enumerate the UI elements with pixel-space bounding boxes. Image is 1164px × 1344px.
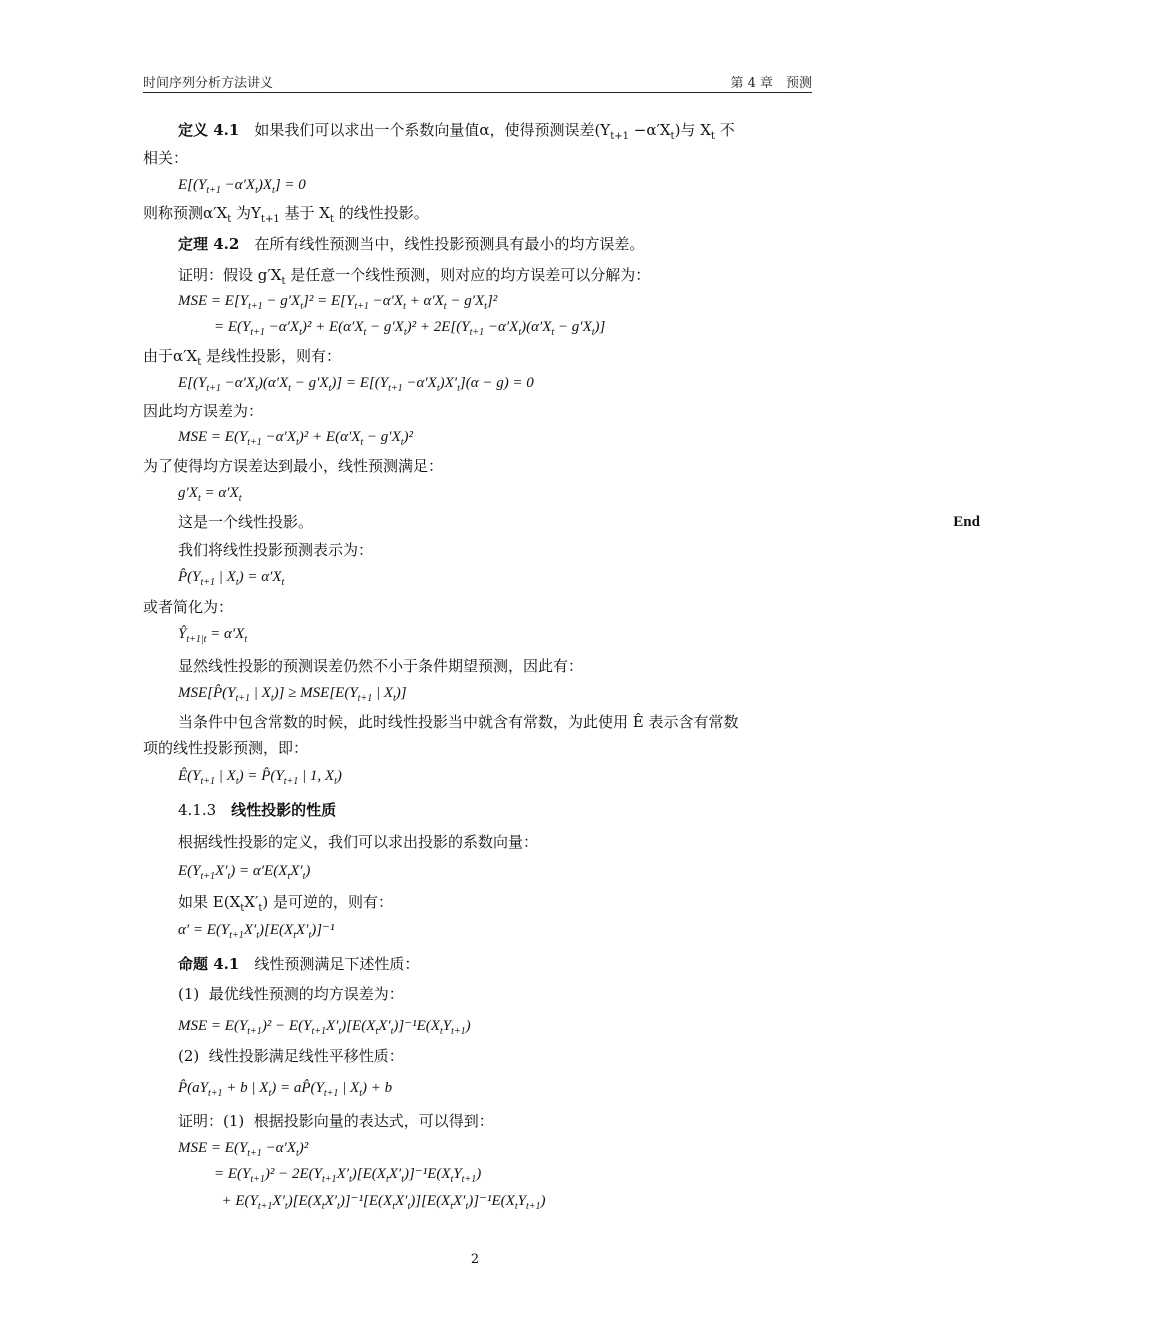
text-run: )² + E(α′X [298, 429, 361, 445]
subscript: t+1 [206, 185, 221, 196]
subscript: t [302, 871, 306, 882]
text-run: 这是一个线性投影。 [178, 513, 314, 531]
text-run: −α′X [261, 429, 297, 445]
text-run: 证明：(1) 根据投影向量的表达式，可以得到： [178, 1112, 494, 1130]
text-run: MSE[P̂(Y [178, 685, 236, 701]
text-line [0, 262, 1128, 288]
text-run: ) = α′X [238, 569, 282, 585]
header-rule [143, 92, 812, 93]
subscript: t [484, 301, 487, 312]
subscript: t [268, 1088, 272, 1099]
text-run: −α′X [261, 1140, 297, 1156]
subscript: t+1 [247, 1148, 262, 1159]
text-run: )]⁻¹ [311, 922, 335, 938]
text-run: 是任意一个线性预测，则对应的均方误差可以分解为： [285, 266, 651, 284]
text-run: X′ [215, 863, 228, 879]
equation-line [0, 1188, 1164, 1214]
text-run: − g′X [554, 319, 592, 335]
subscript: t [300, 301, 304, 312]
text-run: ) [476, 1166, 482, 1182]
subscript: t [244, 634, 248, 645]
text-run: 是线性投影，则有： [201, 347, 342, 365]
subscript: t+1 [206, 383, 221, 394]
subscript: t [255, 185, 258, 196]
equation-line [0, 917, 1128, 943]
subscript: t [308, 930, 312, 941]
subscript: t [450, 1201, 454, 1212]
subscript: t [235, 577, 239, 588]
subscript: t+1 [525, 1201, 541, 1212]
text-run: )[E(X [341, 1018, 376, 1034]
text-run: )] [594, 319, 606, 335]
text-run: + α′X [405, 293, 444, 309]
text-run: | X [215, 569, 236, 585]
text-run: Y [517, 1193, 526, 1209]
subscript: t+1 [200, 577, 216, 588]
text-line [0, 709, 1128, 735]
text-run: )][E(X [410, 1193, 451, 1209]
equation-line [0, 680, 1128, 706]
text-run: )² + 2E[(Y [406, 319, 470, 335]
subscript: t [450, 1174, 454, 1185]
text-run: | X [215, 768, 236, 784]
subscript: t [272, 185, 275, 196]
subscript: t [270, 693, 274, 704]
text-run: )[E(X [351, 1166, 386, 1182]
subscript: t [334, 776, 337, 787]
subscript: t+1 [250, 327, 265, 338]
text-run: + b | X [222, 1080, 269, 1096]
text-line [0, 889, 1128, 915]
text-run: ) [336, 768, 342, 784]
text-run: E(Y [178, 863, 201, 879]
text-run: )]⁻¹E(X [393, 1018, 440, 1034]
text-run: α′ = E(Y [178, 922, 230, 938]
text-run: )]⁻¹[E(X [339, 1193, 393, 1209]
text-run: −α′X [628, 121, 671, 139]
subscript: t [591, 327, 595, 338]
subscript: t+1 [208, 1088, 223, 1099]
text-run: E[(Y [178, 375, 207, 391]
text-run: X′ [336, 1166, 350, 1182]
subscript: t [443, 301, 447, 312]
text-run: 如果我们可以求出一个系数向量值α，使得预测误差(Y [239, 121, 611, 139]
text-run: P̂(aY [178, 1080, 208, 1096]
subscript: t+1 [248, 301, 263, 312]
subscript: t [258, 903, 263, 914]
text-run: 4.1.3 [178, 801, 232, 819]
text-run: ) 是可逆的，则有： [262, 893, 394, 911]
subscript: t [710, 131, 715, 142]
subscript: t [197, 493, 201, 504]
subscript: t [287, 871, 291, 882]
subscript: t+1 [461, 1174, 477, 1185]
subscript: t [281, 577, 285, 588]
subscript: t [296, 437, 299, 448]
text-run: )(α′X [257, 375, 289, 391]
end-of-proof-mark: End [953, 514, 980, 530]
text-run: = α′X [206, 626, 245, 642]
text-run: )[E(X [259, 922, 294, 938]
text-run: −α′X [220, 177, 256, 193]
text-run: 我们将线性投影预测表示为： [178, 541, 374, 559]
text-line [0, 537, 1128, 563]
subscript: t+1 [323, 1088, 339, 1099]
text-run: X′ [243, 922, 257, 938]
text-run: = E(Y [214, 1166, 251, 1182]
text-run: = α′X [200, 485, 239, 501]
equation-line [0, 1161, 1164, 1187]
page-number: 2 [470, 1252, 480, 1267]
text-run: )X′ [439, 375, 458, 391]
subscript: t+1 [200, 776, 216, 787]
bold-term: 定义 4.1 [178, 121, 240, 139]
text-run: X′ [324, 1193, 338, 1209]
text-run: 不 [714, 121, 735, 139]
text-run: 证明：假设 g′X [178, 266, 282, 284]
subscript: t [329, 214, 334, 225]
subscript: t [337, 1201, 340, 1212]
equation-line [0, 288, 1128, 314]
text-run: 为Y [231, 204, 261, 222]
subscript: t [235, 776, 239, 787]
equation-line [0, 480, 1128, 506]
subscript: t [359, 1088, 362, 1099]
text-line [0, 1043, 1128, 1069]
text-run: Ê(Y [178, 768, 201, 784]
text-run: ) [305, 863, 311, 879]
text-run: 如果 E(X [178, 893, 241, 911]
text-line [0, 398, 1093, 424]
subscript: t [390, 1026, 394, 1037]
subscript: t [393, 693, 396, 704]
text-run: 项的线性投影预测，即： [143, 739, 309, 757]
text-run: )]⁻¹E(X [468, 1193, 515, 1209]
text-line [0, 117, 1128, 143]
text-run: )] ≥ MSE[E(Y [273, 685, 358, 701]
text-run: −α′X [402, 375, 437, 391]
text-run: | X [250, 685, 271, 701]
text-run: ) [465, 1018, 471, 1034]
text-run: ) = P̂(Y [238, 768, 284, 784]
subscript: t+1 [257, 1201, 273, 1212]
text-run: − g′X [446, 293, 485, 309]
subscript: t [321, 1201, 325, 1212]
text-run: P̂(Y [178, 569, 201, 585]
subscript: t [284, 1201, 288, 1212]
subscript: t [403, 301, 406, 312]
bold-term: 定理 4.2 [178, 235, 240, 253]
text-run: 基于 X [279, 204, 330, 222]
equation-line [0, 172, 1128, 198]
text-line [0, 653, 1128, 679]
text-run: | X [338, 1080, 360, 1096]
text-run: MSE = E(Y [178, 1140, 248, 1156]
text-run: )² [403, 429, 414, 445]
subscript: t+1 [247, 1026, 262, 1037]
text-run: )² − 2E(Y [264, 1166, 323, 1182]
text-run: − g′X [363, 429, 401, 445]
text-line [0, 453, 1093, 479]
text-run: MSE = E[Y [178, 293, 249, 309]
subscript: t [457, 383, 460, 394]
text-run: Y [442, 1018, 452, 1034]
text-run: ) = α′E(X [230, 863, 288, 879]
subscript: t [514, 1201, 518, 1212]
text-run: Y [453, 1166, 462, 1182]
subscript: t [551, 327, 555, 338]
subscript: t [439, 1026, 443, 1037]
subscript: t [670, 131, 675, 142]
equation-line [0, 370, 1128, 396]
text-run: = E(Y [214, 319, 251, 335]
subscript: t [436, 383, 440, 394]
text-run: −α′X [264, 319, 300, 335]
text-run: X′ [453, 1193, 466, 1209]
text-run: ) [540, 1193, 546, 1209]
subscript: t+1 [260, 214, 280, 225]
text-run: + E(Y [214, 1193, 258, 1209]
text-run: g′X [178, 485, 198, 501]
equation-line [0, 1075, 1128, 1101]
subscript: t+1 [311, 1026, 326, 1037]
text-run: ) + b [361, 1080, 393, 1096]
subscript: t [288, 383, 291, 394]
subscript: t [407, 1201, 411, 1212]
text-line [0, 509, 1128, 535]
text-run: 显然线性投影的预测误差仍然不小于条件期望预测，因此有： [178, 657, 584, 675]
equation-line [0, 1013, 1128, 1039]
subscript: t [256, 930, 260, 941]
text-run: | 1, X [298, 768, 335, 784]
text-run: 当条件中包含常数的时候，此时线性投影当中就含有常数，为此使用 Ê 表示含有常数 [178, 713, 739, 731]
text-run: )] [395, 685, 407, 701]
subscript: t+1 [388, 383, 403, 394]
subscript: t+1 [250, 1174, 265, 1185]
text-run: −α′X [368, 293, 404, 309]
bold-term: 线性投影的性质 [231, 801, 337, 819]
text-line [0, 1108, 1128, 1134]
subscript: t [255, 383, 258, 394]
text-run: ]² [486, 293, 498, 309]
subscript: t [465, 1201, 469, 1212]
text-run: )X [257, 177, 273, 193]
subscript: t [293, 930, 296, 941]
subscript: t [349, 1174, 352, 1185]
text-run: )(α′X [521, 319, 552, 335]
running-header-chapter: 第 4 章 预测 [730, 76, 812, 91]
text-run: 线性预测满足下述性质： [239, 955, 420, 973]
subscript: t [299, 327, 302, 338]
equation-line [0, 424, 1128, 450]
equation-line [0, 564, 1128, 590]
running-header-title: 时间序列分析方法讲义 [143, 76, 274, 91]
subscript: t [240, 903, 245, 914]
subscript: t+1 [283, 776, 299, 787]
text-line [0, 145, 1093, 171]
text-run: MSE = E(Y [178, 1018, 248, 1034]
text-run: (2) 线性投影满足线性平移性质： [178, 1047, 404, 1065]
subscript: t+1 [451, 1026, 466, 1037]
text-run: − g′X [262, 293, 301, 309]
subscript: t+1 [235, 693, 251, 704]
subscript: t [360, 437, 364, 448]
subscript: t+1 [200, 871, 216, 882]
text-line [0, 231, 1128, 257]
text-run: 相关： [143, 149, 189, 167]
subscript: t+1 [357, 693, 373, 704]
bold-term: 命题 4.1 [178, 955, 240, 973]
text-line [0, 343, 1093, 369]
subscript: t+1 [229, 930, 244, 941]
text-run: )]⁻¹E(X [403, 1166, 451, 1182]
subscript: t [375, 1026, 379, 1037]
equation-line [0, 763, 1128, 789]
equation-line [0, 1135, 1128, 1161]
subscript: t [518, 327, 522, 338]
text-run: X′ [244, 893, 259, 911]
text-run: X′ [325, 1018, 339, 1034]
text-run: − g′X [290, 375, 329, 391]
subscript: t [328, 383, 332, 394]
text-line [0, 981, 1128, 1007]
subscript: t+1 [354, 301, 369, 312]
subscript: t [197, 357, 202, 368]
subscript: t+1 [469, 327, 485, 338]
text-line [0, 735, 1093, 761]
subscript: t [296, 1148, 299, 1159]
text-run: − g′X [366, 319, 404, 335]
subscript: t+1 [322, 1174, 337, 1185]
text-run: X′ [378, 1018, 391, 1034]
text-run: )² [298, 1140, 309, 1156]
text-run: ) = aP̂(Y [271, 1080, 324, 1096]
subscript: t+1 [610, 131, 629, 142]
subscript: t [227, 871, 231, 882]
text-run: )与 X [674, 121, 711, 139]
text-run: 由于α′X [143, 347, 198, 365]
text-run: )] = E[(Y [331, 375, 389, 391]
text-run: 或者简化为： [143, 598, 234, 616]
text-run: ] = 0 [274, 177, 306, 193]
text-run: 则称预测α′X [143, 204, 228, 222]
subscript: t [338, 1026, 342, 1037]
text-line [0, 951, 1128, 977]
subscript: t [238, 493, 242, 504]
subscript: t+1 [247, 437, 262, 448]
equation-line [0, 314, 1164, 340]
subscript: t [227, 214, 232, 225]
text-run: Ŷ [178, 626, 187, 642]
text-run: E[(Y [178, 177, 207, 193]
text-run: )[E(X [287, 1193, 322, 1209]
equation-line [0, 858, 1128, 884]
text-run: 为了使得均方误差达到最小，线性预测满足： [143, 457, 444, 475]
text-run: )² + E(α′X [301, 319, 364, 335]
text-run: X′ [272, 1193, 285, 1209]
subscript: t+1|t [186, 634, 207, 645]
subscript: t [363, 327, 367, 338]
text-run: )² − E(Y [261, 1018, 312, 1034]
text-run: 的线性投影。 [333, 204, 429, 222]
text-run: 根据线性投影的定义，我们可以求出投影的系数向量： [178, 833, 539, 851]
text-run: X′ [388, 1166, 402, 1182]
subscript: t [392, 1201, 395, 1212]
text-line [0, 797, 1128, 823]
text-run: | X [372, 685, 393, 701]
subscript: t [281, 276, 286, 287]
text-run: (1) 最优线性预测的均方误差为： [178, 985, 404, 1003]
subscript: t [385, 1174, 389, 1185]
text-line [0, 200, 1093, 226]
text-run: −α′X [484, 319, 519, 335]
text-run: X′ [290, 863, 303, 879]
text-run: 因此均方误差为： [143, 402, 264, 420]
text-run: −α′X [220, 375, 256, 391]
equation-line [0, 621, 1128, 647]
text-run: 在所有线性预测当中，线性投影预测具有最小的均方误差。 [239, 235, 645, 253]
text-line [0, 829, 1128, 855]
subscript: t [403, 327, 407, 338]
text-run: ](α − g) = 0 [459, 375, 534, 391]
text-line [0, 594, 1093, 620]
text-run: X′ [395, 1193, 408, 1209]
subscript: t [400, 437, 404, 448]
text-run: MSE = E(Y [178, 429, 248, 445]
text-run: ]² = E[Y [303, 293, 355, 309]
subscript: t [401, 1174, 404, 1185]
text-run: X′ [295, 922, 309, 938]
